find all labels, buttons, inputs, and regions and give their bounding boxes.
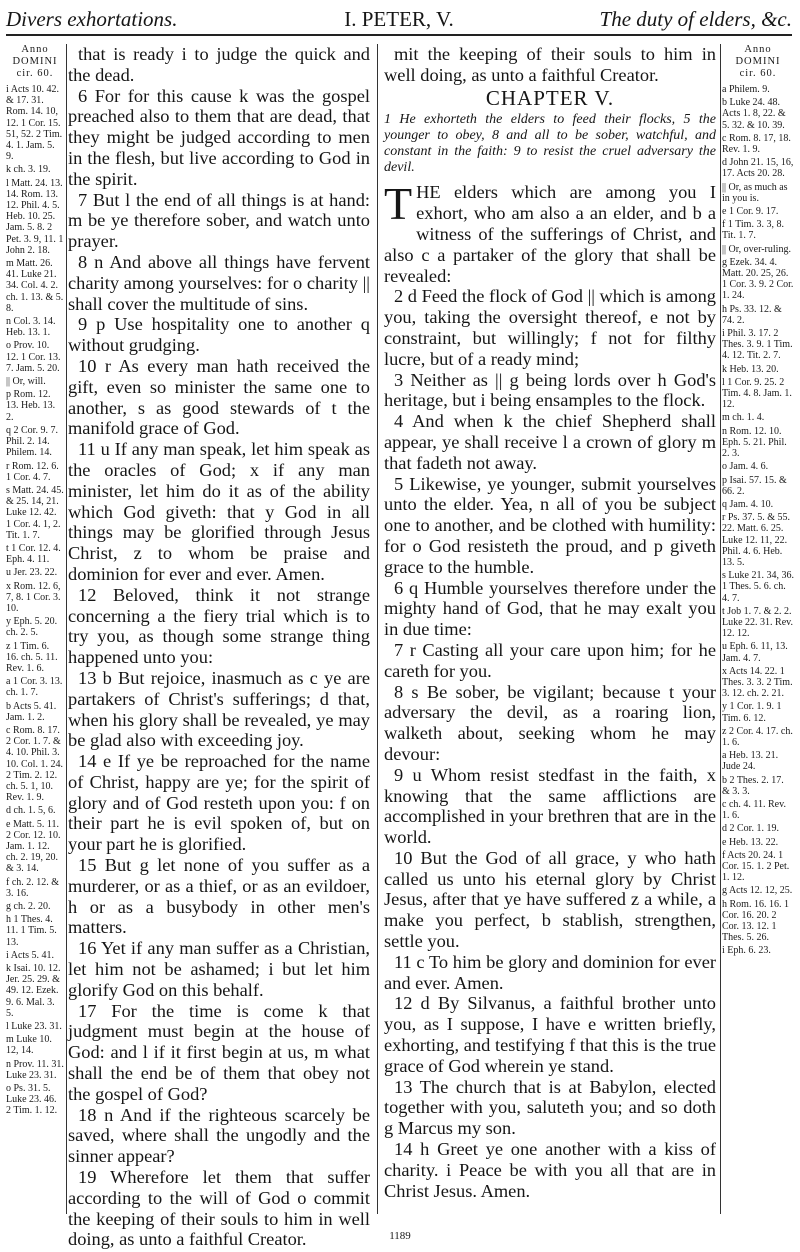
- header-center: I. PETER, V.: [344, 7, 454, 31]
- column-2: [384, 44, 716, 1201]
- margin-reference: z 2 Cor. 4. 17. ch. 1. 6.: [722, 725, 793, 748]
- verse: 19 Wherefore let them that suffer according to the will of God o commit the keeping of their souls to him in well doing, as unto a faithful Creator.: [68, 1167, 370, 1250]
- verse: HE elders which are among you I exhort, who am also a an elder, and b a witness of the sufferings of Christ, and also c a partaker of the glory that shall be revealed:: [384, 182, 716, 286]
- margin-reference: i Acts 10. 42. & 17. 31. Rom. 14. 10, 12. 1 Cor. 15. 51, 52. 2 Tim. 4. 1. Jam. 5. 9.: [6, 84, 63, 163]
- margin-reference: y Eph. 5. 20. ch. 2. 5.: [6, 616, 58, 639]
- verse: 5 Likewise, ye younger, submit yourselves unto the elder. Yea, n all of you be subject one to another, and be clothed with humility: for o God resisteth the proud, and p giveth grace to the humble.: [384, 473, 716, 577]
- verse: 7 But l the end of all things is at hand: m be ye therefore sober, and watch unto prayer.: [68, 189, 370, 252]
- margin-reference: h Ps. 33. 12. & 74. 2.: [722, 303, 782, 326]
- verse: 9 u Whom resist stedfast in the faith, x knowing that the same afflictions are accomplished in your brethren that are in the world.: [384, 764, 716, 848]
- right-margin-references: [722, 44, 794, 959]
- margin-reference: l 1 Cor. 9. 25. 2 Tim. 4. 8. Jam. 1. 12.: [722, 376, 792, 411]
- margin-reference: f Acts 20. 24. 1 Cor. 15. 1. 2 Pet. 1. 12.: [722, 849, 790, 884]
- margin-reference: o Jam. 4. 6.: [722, 461, 769, 473]
- margin-reference: a Philem. 9.: [722, 84, 770, 95]
- margin-reference: x Rom. 12. 6, 7, 8. 1 Cor. 3. 10.: [6, 580, 61, 614]
- margin-reference: k ch. 3. 19.: [6, 164, 51, 176]
- verse: 10 But the God of all grace, y who hath called us unto his eternal glory by Christ Jesus, after that ye have suffered z a while, a make you perfect, b stablish, strengthen, settle you.: [384, 847, 716, 952]
- margin-reference: g ch. 2. 20.: [6, 901, 51, 913]
- margin-reference: u Jer. 23. 22.: [6, 567, 58, 579]
- verse: that is ready i to judge the quick and the dead.: [68, 44, 370, 85]
- verse: 3 Neither as || g being lords over h God's heritage, but i being ensamples to the flock.: [384, 369, 716, 411]
- margin-reference: e 1 Cor. 9. 17.: [722, 206, 779, 218]
- margin-reference: u Eph. 6. 11, 13. Jam. 4. 7.: [722, 641, 788, 664]
- margin-reference: g Acts 12. 12, 25.: [722, 885, 793, 897]
- margin-reference: k Heb. 13. 20.: [722, 363, 779, 375]
- verse: 13 The church that is at Babylon, elected together with you, saluteth you; and so doth g Marcus my son.: [384, 1076, 716, 1139]
- margin-reference: c ch. 4. 11. Rev. 1. 6.: [722, 798, 786, 822]
- margin-reference: b Acts 5. 41. Jam. 1. 2.: [6, 700, 57, 723]
- chapter-title: CHAPTER V.: [485, 85, 615, 110]
- margin-reference: q Jam. 4. 10.: [722, 498, 774, 510]
- verse: 12 Beloved, think it not strange concerning a the fiery trial which is to try you, as though some strange thing happened unto you:: [68, 584, 370, 668]
- margin-reference: k Isai. 10. 12. Jer. 25. 29. & 49. 12. Ezek. 9. 6. Mal. 3. 5.: [6, 963, 61, 1019]
- drop-cap: T: [384, 178, 413, 230]
- anno-domini-right: Anno DOMINI cir. 60.: [735, 44, 781, 79]
- page-number: 1189: [389, 1230, 411, 1242]
- margin-reference: b 2 Thes. 2. 17. & 3. 3.: [722, 774, 784, 797]
- verse: 15 But g let none of you suffer as a murderer, or as a thief, or as an evildoer, h or as a busybody in other men's matters.: [68, 855, 370, 938]
- margin-reference: i Phil. 3. 17. 2 Thes. 3. 9. 1 Tim. 4. 12. Tit. 2. 7.: [722, 328, 793, 362]
- chapter-summary: 1 He exhorteth the elders to feed their flocks, 5 the younger to obey, 8 and all to be sober, watchful, and constant in the faith: 9 to resist the cruel adversary the devil.: [384, 112, 716, 176]
- margin-reference: y 1 Cor. 1. 9. 1 Tim. 6. 12.: [722, 701, 782, 724]
- right-ref-list: [722, 84, 794, 957]
- verse: 4 And when k the chief Shepherd shall appear, ye shall receive l a crown of glory m that fadeth not away.: [384, 411, 716, 473]
- running-header: [6, 6, 792, 36]
- margin-reference: a Heb. 13. 21. Jude 24.: [722, 750, 779, 773]
- column-1: [68, 44, 370, 1250]
- margin-reference: d 2 Cor. 1. 19.: [722, 823, 779, 835]
- margin-reference: z 1 Tim. 6. 16. ch. 5. 11. Rev. 1. 6.: [6, 640, 58, 674]
- margin-reference: n Col. 3. 14. Heb. 13. 1.: [6, 316, 56, 339]
- margin-reference: n Rom. 12. 10. Eph. 5. 21. Phil. 2. 3.: [722, 425, 787, 460]
- verse: 10 r As every man hath received the gift, even so minister the same one to another, s as good stewards of t the manifold grace of God.: [68, 355, 370, 439]
- margin-reference: t Job 1. 7. & 2. 2. Luke 22. 31. Rev. 12. 12.: [722, 605, 794, 640]
- verse: 14 h Greet ye one another with a kiss of charity. i Peace be with you all that are in Christ Jesus. Amen.: [384, 1139, 716, 1201]
- left-ref-list: [6, 84, 64, 1117]
- margin-reference: a 1 Cor. 3. 13. ch. 1. 7.: [6, 676, 63, 699]
- margin-reference: e Heb. 13. 22.: [722, 836, 779, 848]
- verse-list: [384, 178, 716, 1201]
- verse: 11 c To him be glory and dominion for ever and ever. Amen.: [384, 951, 716, 993]
- verse: 8 n And above all things have fervent charity among yourselves: for o charity || shall cover the multitude of sins.: [68, 251, 370, 314]
- verse: 6 For for this cause k was the gospel preached also to them that are dead, that they might be judged according to men in the flesh, but live according to God in the spirit.: [68, 85, 370, 189]
- margin-reference: s Matt. 24. 45. & 25. 14, 21. Luke 12. 42. 1 Cor. 4. 1, 2. Tit. 1. 7.: [6, 484, 64, 541]
- verse: 13 b But rejoice, inasmuch as c ye are partakers of Christ's sufferings; d that, when his glory shall be revealed, ye may be glad also with exceeding joy.: [68, 667, 370, 751]
- verse: 6 q Humble yourselves therefore under the mighty hand of God, that he may exalt you in due time:: [384, 577, 716, 640]
- column-rule: [720, 44, 721, 1214]
- margin-reference: f 1 Tim. 3. 3, 8. Tit. 1. 7.: [722, 219, 784, 242]
- margin-reference: i Acts 5. 41.: [6, 949, 55, 961]
- margin-reference: h Rom. 16. 16. 1 Cor. 16. 20. 2 Cor. 13. 12. 1 Thes. 5. 26.: [722, 898, 789, 944]
- verse: 17 For the time is come k that judgment must begin at the house of God: and l if it first begin at us, m what shall the end be of them that obey not the gospel of God?: [68, 1000, 370, 1104]
- margin-reference: m Luke 10. 12, 14.: [6, 1034, 52, 1057]
- left-margin-references: [6, 44, 64, 1119]
- verse: 8 s Be sober, be vigilant; because t your adversary the devil, as a roaring lion, walketh about, seeking whom he may devour:: [384, 681, 716, 764]
- margin-reference: m Matt. 26. 41. Luke 21. 34. Col. 4. 2. ch. 1. 13. & 5. 8.: [6, 258, 64, 314]
- margin-reference: g Ezek. 34. 4. Matt. 20. 25, 26. 1 Cor. 3. 9. 2 Cor. 1. 24.: [722, 256, 794, 302]
- margin-reference: r Ps. 37. 5. & 55. 22. Matt. 6. 25. Luke 12. 11, 22. Phil. 4. 6. Heb. 13. 5.: [722, 512, 791, 568]
- verse: 7 r Casting all your care upon him; for he careth for you.: [384, 639, 716, 681]
- margin-reference: || Or, over-ruling.: [722, 243, 791, 255]
- verse: 9 p Use hospitality one to another q without grudging.: [68, 314, 370, 356]
- margin-reference: x Acts 14. 22. 1 Thes. 3. 3. 2 Tim. 3. 12. ch. 2. 21.: [722, 665, 793, 700]
- header-right: The duty of elders, &c.: [599, 7, 792, 31]
- margin-reference: t 1 Cor. 12. 4. Eph. 4. 11.: [6, 542, 61, 566]
- margin-reference: p Rom. 12. 13. Heb. 13. 2.: [6, 389, 56, 423]
- margin-reference: s Luke 21. 34, 36. 1 Thes. 5. 6. ch. 4. 7.: [722, 570, 794, 604]
- margin-reference: b Luke 24. 48. Acts 1. 8, 22. & 5. 32. & 10. 39.: [722, 97, 786, 131]
- verse: 16 Yet if any man suffer as a Christian, let him not be ashamed; i but let him glorify God on this behalf.: [68, 938, 370, 1000]
- margin-reference: f ch. 2. 12. & 3. 16.: [6, 876, 60, 899]
- verse: 2 d Feed the flock of God || which is among you, taking the oversight thereof, e not by constraint, but willingly; f not for filthy lucre, but of a ready mind;: [384, 286, 716, 369]
- margin-reference: l Matt. 24. 13. 14. Rom. 13. 12. Phil. 4. 5. Heb. 10. 25. Jam. 5. 8. 2 Pet. 3. 9, 11. 1 John 2. 18.: [6, 177, 64, 256]
- margin-reference: o Ps. 31. 5. Luke 23. 46. 2 Tim. 1. 12.: [6, 1083, 58, 1117]
- margin-reference: q 2 Cor. 9. 7. Phil. 2. 14. Philem. 14.: [6, 424, 58, 459]
- verse: 12 d By Silvanus, a faithful brother unto you, as I suppose, I have e written briefly, exhorting, and testifying f that this is the true grace of God wherein ye stand.: [384, 993, 716, 1076]
- verse-continuation: mit the keeping of their souls to him in well doing, as unto a faithful Creator.: [384, 44, 716, 85]
- verse: 14 e If ye be reproached for the name of Christ, happy are ye; for the spirit of glory and of God resteth upon you: f on their part he is evil spoken of, but on your part he is glorified.: [68, 751, 370, 855]
- margin-reference: h 1 Thes. 4. 11. 1 Tim. 5. 13.: [6, 914, 57, 948]
- margin-reference: d John 21. 15, 16, 17. Acts 20. 28.: [722, 157, 794, 180]
- margin-reference: c Rom. 8. 17, 18. Rev. 1. 9.: [722, 132, 791, 156]
- margin-reference: e Matt. 5. 11. 2 Cor. 12. 10. Jam. 1. 12. ch. 2. 19, 20. & 3. 14.: [6, 818, 61, 875]
- verse: 18 n And if the righteous scarcely be saved, where shall the ungodly and the sinner appear?: [68, 1104, 370, 1167]
- verse: 11 u If any man speak, let him speak as the oracles of God; x if any man minister, let him do it as of the ability which God giveth: that y God in all things may be glorified through Jesus Christ, z to whom be praise and dominion for ever and ever. Amen.: [68, 439, 370, 584]
- margin-reference: || Or, will.: [6, 376, 46, 388]
- column-rule: [66, 44, 67, 1214]
- margin-reference: p Isai. 57. 15. & 66. 2.: [722, 474, 787, 497]
- anno-domini-left: Anno DOMINI cir. 60.: [12, 44, 58, 79]
- margin-reference: d ch. 1. 5, 6.: [6, 805, 56, 817]
- margin-reference: m ch. 1. 4.: [722, 412, 765, 424]
- header-left: Divers exhortations.: [6, 7, 178, 31]
- margin-reference: r Rom. 12. 6. 1 Cor. 4. 7.: [6, 460, 59, 483]
- margin-reference: o Prov. 10. 12. 1 Cor. 13. 7. Jam. 5. 20.: [6, 340, 61, 374]
- margin-reference: c Rom. 8. 17. 2 Cor. 1. 7. & 4. 10. Phil. 3. 10. Col. 1. 24. 2 Tim. 2. 12. ch. 5. 1, 10. Rev. 1. 9.: [6, 724, 63, 804]
- margin-reference: i Eph. 6. 23.: [722, 945, 771, 957]
- column-rule: [377, 44, 378, 1214]
- margin-reference: || Or, as much as in you is.: [722, 181, 788, 204]
- margin-reference: n Prov. 11. 31. Luke 23. 31.: [6, 1058, 64, 1081]
- margin-reference: l Luke 23. 31.: [6, 1021, 62, 1033]
